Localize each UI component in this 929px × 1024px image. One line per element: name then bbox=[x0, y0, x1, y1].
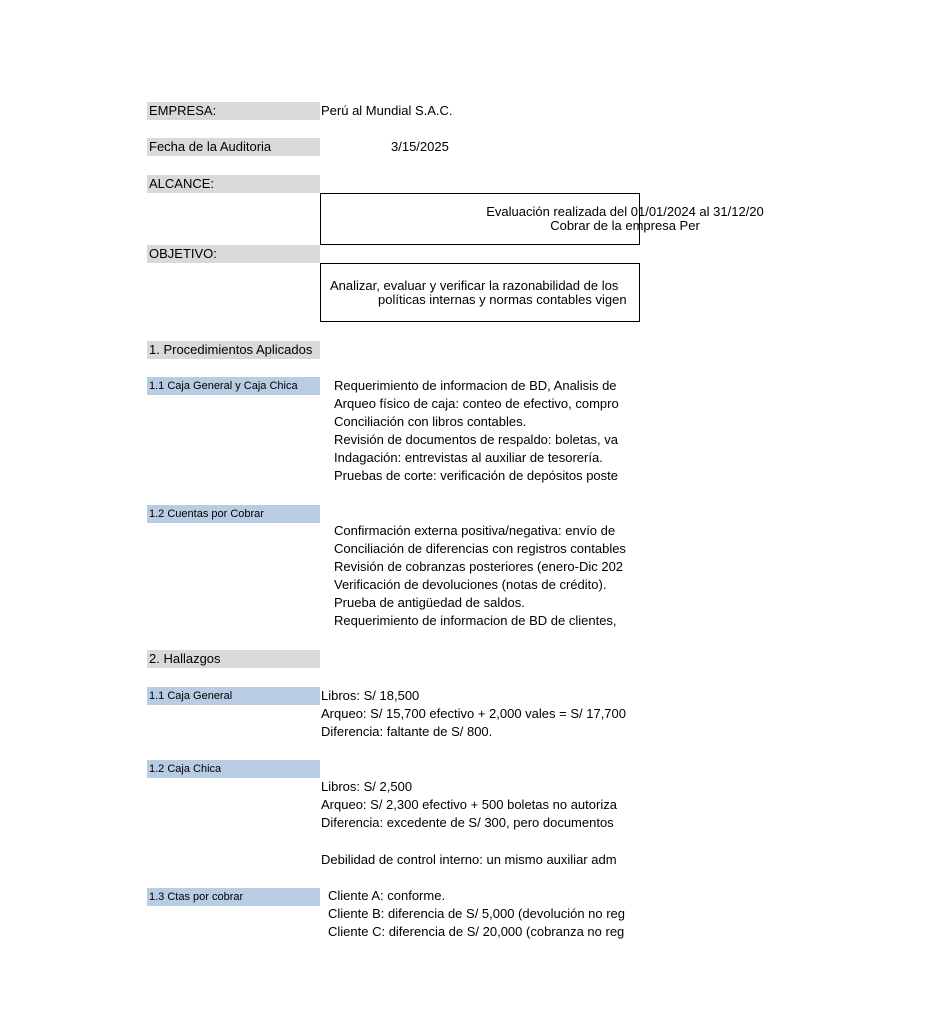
alcance-label: ALCANCE: bbox=[147, 175, 320, 193]
cxc-procedures-label: 1.2 Cuentas por Cobrar bbox=[147, 505, 320, 523]
list-item: Prueba de antigüedad de saldos. bbox=[334, 595, 525, 610]
caja-general-findings bbox=[321, 687, 626, 741]
alcance-line-2: Cobrar de la empresa Per bbox=[550, 218, 700, 233]
empresa-label: EMPRESA: bbox=[147, 102, 320, 120]
list-item: Confirmación externa positiva/negativa: envío de bbox=[334, 523, 616, 538]
list-item: Revisión de documentos de respaldo: boletas, va bbox=[334, 432, 619, 447]
list-item: Conciliación con libros contables. bbox=[334, 414, 527, 429]
cxc-procedures-list bbox=[334, 522, 626, 630]
caja-chica-label: 1.2 Caja Chica bbox=[147, 760, 320, 778]
empresa-value: Perú al Mundial S.A.C. bbox=[321, 103, 453, 118]
caja-procedures-label: 1.1 Caja General y Caja Chica bbox=[147, 377, 320, 395]
debilidad-control: Debilidad de control interno: un mismo auxiliar adm bbox=[321, 852, 617, 867]
caja-procedures-list bbox=[334, 377, 619, 485]
list-item: Diferencia: faltante de S/ 800. bbox=[321, 724, 493, 739]
list-item: Libros: S/ 18,500 bbox=[321, 688, 420, 703]
list-item: Cliente A: conforme. bbox=[328, 888, 446, 903]
list-item: Cliente C: diferencia de S/ 20,000 (cobranza no reg bbox=[328, 924, 625, 939]
list-item: Requerimiento de informacion de BD, Analisis de bbox=[334, 378, 617, 393]
list-item: Diferencia: excedente de S/ 300, pero documentos bbox=[321, 815, 614, 830]
list-item: Requerimiento de informacion de BD de clientes, bbox=[334, 613, 617, 628]
list-item: Revisión de cobranzas posteriores (enero-Dic 202 bbox=[334, 559, 624, 574]
list-item: Cliente B: diferencia de S/ 5,000 (devolución no reg bbox=[328, 906, 626, 921]
list-item: Arqueo: S/ 15,700 efectivo + 2,000 vales = S/ 17,700 bbox=[321, 706, 626, 721]
objetivo-box bbox=[320, 263, 640, 322]
ctas-por-cobrar-findings bbox=[328, 887, 625, 941]
list-item: Pruebas de corte: verificación de depósitos poste bbox=[334, 468, 619, 483]
ctas-por-cobrar-label: 1.3 Ctas por cobrar bbox=[147, 888, 320, 906]
fecha-label: Fecha de la Auditoria bbox=[147, 138, 320, 156]
list-item: Arqueo físico de caja: conteo de efectivo, compro bbox=[334, 396, 619, 411]
fecha-value: 3/15/2025 bbox=[391, 139, 449, 154]
alcance-box bbox=[320, 193, 764, 245]
hallazgos-title: 2. Hallazgos bbox=[147, 650, 320, 668]
procedimientos-title: 1. Procedimientos Aplicados bbox=[147, 341, 320, 359]
objetivo-line-2: políticas internas y normas contables vigen bbox=[378, 292, 627, 307]
objetivo-line-1: Analizar, evaluar y verificar la razonabilidad de los bbox=[330, 278, 619, 293]
list-item: Indagación: entrevistas al auxiliar de tesorería. bbox=[334, 450, 603, 465]
alcance-line-1: Evaluación realizada del 01/01/2024 al 31/12/20 bbox=[486, 204, 764, 219]
list-item: Arqueo: S/ 2,300 efectivo + 500 boletas no autoriza bbox=[321, 797, 617, 812]
list-item: Libros: S/ 2,500 bbox=[321, 779, 413, 794]
caja-general-label: 1.1 Caja General bbox=[147, 687, 320, 705]
list-item: Verificación de devoluciones (notas de crédito). bbox=[334, 577, 607, 592]
list-item: Conciliación de diferencias con registros contables bbox=[334, 541, 626, 556]
caja-chica-findings bbox=[321, 778, 617, 832]
objetivo-label: OBJETIVO: bbox=[147, 245, 320, 263]
